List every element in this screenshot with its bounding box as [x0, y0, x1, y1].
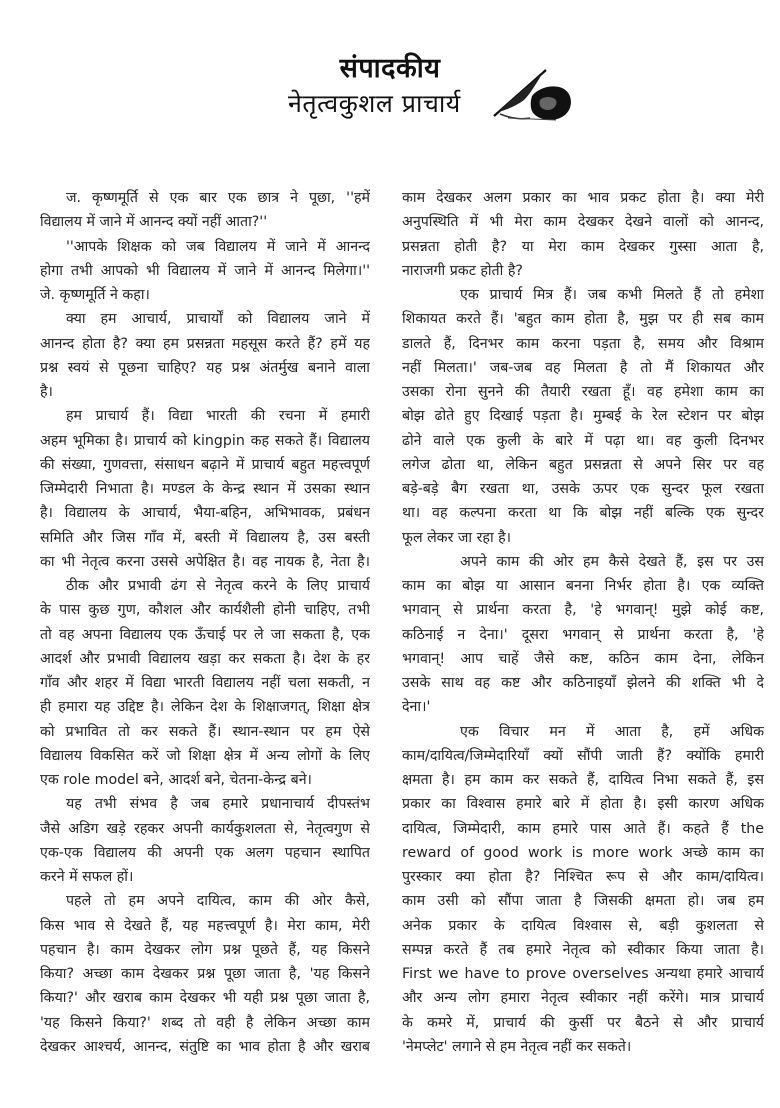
left-column — [40, 186, 370, 1059]
text-line: भगवान् से प्रार्थना करता है, 'हे भगवान्! मुझे कोई कष्ट, — [402, 602, 764, 619]
text-line: काम/दायित्व/जिम्मेदारियाँ क्यों सौंपी जाती हैं? क्योंकि हमारी — [402, 747, 764, 764]
text-line: काम उसी को सौंपा जाता है जिसकी क्षमता हो। जब हम — [402, 893, 764, 910]
text-line: शिकायत करते हैं। 'बहुत काम होता है, मुझ पर ही सब काम — [402, 311, 764, 328]
text-line: नाराजगी प्रकट होती है? — [402, 262, 523, 279]
text-line: हम प्राचार्य हैं। विद्या भारती की रचना में हमारी — [66, 408, 370, 425]
text-line: किया? अच्छा काम देखकर प्रश्न पूछा जाता है, 'यह किसने — [40, 966, 370, 982]
text-line: अहम भूमिका है। प्राचार्य को kingpin कह सकते हैं। विद्यालय — [40, 432, 370, 449]
text-line: किस भाव से देखते हैं, यह महत्त्वपूर्ण है। मेरा काम, मेरी — [40, 917, 370, 934]
text-line: एक-एक विद्यालय की अपनी एक अलग पहचान स्थापित — [40, 844, 370, 861]
text-line: 'यह किसने किया?' शब्द तो वही है लेकिन अच्छा काम — [40, 1014, 370, 1031]
text-line: होगा तभी आपको भी विद्यालय में जाने में आनन्द मिलेगा।'' — [40, 262, 370, 279]
text-line: एक विचार मन में आता है, हमें अधिक — [460, 723, 764, 740]
text-line: किया?' और खराब काम देखकर भी यही प्रश्न पूछा जाता है, — [40, 990, 370, 1007]
right-column — [402, 186, 764, 1059]
text-line: आनन्द होता है? क्या हम प्रसन्नता महसूस करते हैं? हमें यह — [40, 335, 370, 352]
text-line: बड़े-बड़े बैग रखता था, उसके ऊपर एक सुन्दर फूल रखता — [402, 481, 764, 497]
text-line: 'नेमप्लेट' लगाने से हम नेतृत्व नहीं कर सकते। — [402, 1038, 632, 1055]
text-line: लगेज ढोता था, लेकिन बहुत प्रसन्नता से अपने सिर पर वह — [402, 456, 764, 473]
text-line: की संख्या, गुणवत्ता, संसाधन बढ़ाने में प्राचार्य बहुत महत्त्वपूर्ण — [40, 456, 370, 473]
text-line: करने में सफल हों। — [40, 869, 134, 885]
text-line: डालते हैं, दिनभर काम करना पड़ता है, समय और विश्राम — [402, 335, 764, 352]
text-line: First we have to prove overselves अन्यथा हमारे आचार्य — [402, 966, 764, 982]
text-line: कठिनाई न देना।' दूसरा भगवान् से प्रार्थना करता है, 'हे — [402, 626, 764, 643]
text-line: जिम्मेदारी निभाता है। मण्डल के केन्द्र स्थान में उसका स्थान — [40, 481, 370, 497]
text-line: क्या हम आचार्य, प्राचार्यों को विद्यालय जाने में — [66, 311, 370, 328]
text-line: ठीक और प्रभावी ढंग से नेतृत्व करने के लिए प्राचार्य — [66, 578, 370, 594]
text-line: था। वह कल्पना करता था कि बोझ नहीं बल्कि एक सुन्दर — [402, 505, 764, 522]
text-line: का भी नेतृत्व करना उससे अपेक्षित है। वह नायक है, नेता है। — [40, 553, 370, 570]
text-line: फूल लेकर जा रहा है। — [402, 529, 512, 546]
text-line: उसके साथ वह कष्ट और कठिनाइयाँ झेलने की शक्ति भी दे — [402, 675, 764, 691]
text-line: और अन्य लोग हमारा नेतृत्व स्वीकार नहीं करेंगे। मात्र प्राचार्य — [402, 990, 764, 1007]
text-line: के पास कुछ गुण, कौशल और कार्यशैली होनी चाहिए, तभी — [40, 602, 370, 619]
text-line: जैसे अडिग खड़े रहकर अपनी कार्यकुशलता से, नेतृत्वगुण से — [40, 820, 370, 837]
text-line: सम्पन्न करते हैं तब हमारे नेतृत्व को स्वीकार किया जाता है। — [402, 941, 764, 958]
text-line: एक प्राचार्य मित्र हैं। जब कभी मिलते हैं तो हमेशा — [460, 287, 764, 303]
text-line: है। — [40, 384, 53, 400]
text-line: पहले तो हम अपने दायित्व, काम की ओर कैसे, — [66, 893, 370, 910]
text-line: बोझ ढोते हुए दिखाई पड़ता है। मुम्बई के रेल स्टेशन पर बोझ — [402, 408, 764, 425]
text-line: यह तभी संभव है जब हमारे प्रधानाचार्य दीपस्तंभ — [66, 796, 370, 813]
text-line: देखकर आश्चर्य, आनन्द, संतुष्टि का भाव होता है और खराब — [40, 1038, 370, 1055]
text-line: क्षमता है। हम काम कर सकते हैं, दायित्व निभा सकते हैं, इस — [402, 772, 764, 788]
text-line: प्रकार का विश्वास हमारे बारे में होता है। इसी कारण अधिक — [402, 796, 764, 813]
text-line: काम देखकर अलग प्रकार का भाव प्रकट होता है। क्या मेरी — [402, 190, 764, 206]
text-line: पुरस्कार क्या होता है? निश्चित रूप से और काम/दायित्व। — [402, 869, 764, 885]
text-line: देना।' — [402, 699, 431, 716]
text-line: उसका रोना सुनने की तैयारी रखता हूँ। वह हमेशा काम का — [402, 384, 764, 400]
text-line: को प्रभावित तो कर सकते हैं। स्थान-स्थान पर हम ऐसे — [40, 723, 370, 740]
text-line: पहचान है। काम देखकर लोग प्रश्न पूछते हैं, यह किसने — [40, 941, 370, 958]
article-title: नेतृत्वकुशल प्राचार्य — [288, 89, 461, 118]
text-line: अनुपस्थिति में भी मेरा काम देखकर देखने वालों को आनन्द, — [402, 214, 764, 231]
text-line: प्रश्न स्वयं से पूछना चाहिए? यह प्रश्न अंतर्मुख बनाने वाला — [40, 359, 370, 376]
text-line: reward of good work is more work अच्छे काम का — [402, 844, 764, 861]
text-line: विद्यालय में जाने में आनन्द क्यों नहीं आता?'' — [40, 214, 268, 231]
text-line: भगवान्! आप चाहें जैसे कष्ट, कठिन काम देना, लेकिन — [402, 650, 764, 667]
text-line: नहीं मिलता।' जब-जब वह मिलता है तो मैं शिकायत और — [402, 359, 764, 376]
text-line: ''आपके शिक्षक को जब विद्यालय में जाने में आनन्द — [66, 238, 370, 255]
text-line: है। विद्यालय के आचार्य, भैया-बहिन, अभिभावक, प्रबंधन — [40, 505, 370, 522]
text-line: विद्यालय विकसित करें जो शिक्षा क्षेत्र में अन्य लोगों के लिए — [40, 747, 370, 764]
text-line: तो वह अपना विद्यालय एक ऊँचाई पर ले जा सकता है, एक — [40, 626, 370, 643]
text-line: ज. कृष्णमूर्ति से एक बार एक छात्र ने पूछा, ''हमें — [66, 190, 370, 206]
text-line: अपने काम की ओर हम कैसे देखते हैं, इस पर उस — [460, 553, 764, 570]
text-line: के कमरे में, प्राचार्य की कुर्सी पर बैठने से और प्राचार्य — [402, 1014, 764, 1031]
editorial-header — [0, 0, 780, 150]
text-line: ढोने वाले एक कुली के बारे में पढ़ा था। वह कुली दिनभर — [402, 432, 764, 449]
text-line: जे. कृष्णमूर्ति ने कहा। — [40, 287, 150, 303]
section-title: संपादकीय — [339, 53, 441, 84]
text-line: दायित्व, जिम्मेदारी, काम हमारे पास आते हैं। कहते हैं the — [402, 820, 764, 837]
text-line: आदर्श और प्रभावी विद्यालय खड़ा कर सकता है। देश के हर — [40, 650, 370, 667]
text-line: अनेक प्रकार के दायित्व विश्वास से, बड़ी कुशलता से — [402, 917, 764, 934]
text-line: प्रसन्नता होती है? या मेरा काम देखकर गुस्सा आता है, — [402, 238, 764, 255]
text-line: ही हमारा यह उद्दिष्ट है। लेकिन देश के शिक्षाजगत्, शिक्षा क्षेत्र — [40, 699, 370, 716]
text-line: एक role model बने, आदर्श बने, चेतना-केन्द्र बने। — [40, 772, 312, 788]
text-line: समिति और जिस गाँव में, बस्ती में विद्यालय है, उस बस्ती — [40, 529, 370, 546]
quill-pen-icon — [486, 66, 576, 126]
text-line: काम का बोझ या आसान बनना निर्भर होता है। एक व्यक्ति — [402, 578, 764, 594]
text-line: गाँव और शहर में विद्या भारती विद्यालय नहीं चला सकती, न — [40, 675, 370, 691]
